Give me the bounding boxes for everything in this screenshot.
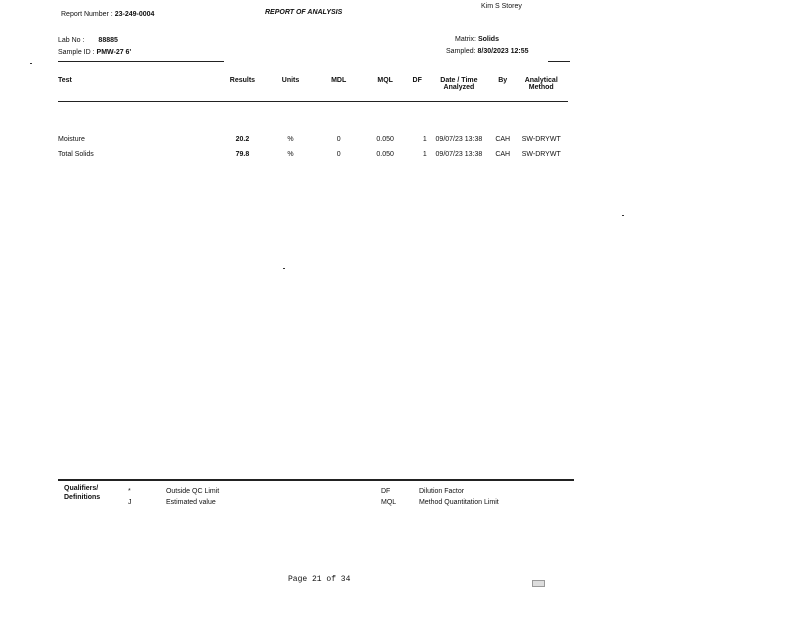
- footer-rule: [58, 479, 574, 481]
- table-header-row: [58, 77, 568, 101]
- scan-speck: [622, 215, 624, 216]
- report-title: REPORT OF ANALYSIS: [265, 9, 343, 16]
- col-datetime: Date / Time Analyzed: [440, 77, 478, 91]
- definition-item: * Outside QC Limit: [128, 488, 220, 495]
- scan-mark: [532, 580, 545, 587]
- matrix: Matrix: Solids: [455, 36, 499, 43]
- col-df: DF: [412, 77, 422, 84]
- header-rule-left: [58, 61, 224, 62]
- page-number: Page 21 of 34: [288, 575, 351, 584]
- report-number: Report Number : 23-249-0004: [61, 11, 155, 18]
- col-by: By: [498, 77, 508, 84]
- results-table: [58, 77, 568, 162]
- col-results: Results: [229, 77, 256, 84]
- col-mql: MQL: [377, 77, 393, 84]
- sampled-date: Sampled: 8/30/2023 12:55: [446, 48, 529, 55]
- sample-id: Sample ID : PMW-27 6': [58, 49, 132, 56]
- col-method: Analytical Method: [524, 77, 558, 91]
- scan-speck: [283, 268, 285, 269]
- client-name: Kim S Storey: [481, 3, 522, 10]
- table-row: Total Solids 79.8 % 0 0.050 1 09/07/23 13:38 CAH SW-DRYWT: [58, 150, 561, 158]
- abbreviation-definitions: [381, 486, 499, 508]
- qualifier-definitions: [128, 486, 219, 508]
- col-units: Units: [281, 77, 300, 84]
- qualifiers-heading: Qualifiers/ Definitions: [64, 485, 101, 501]
- col-mdl: MDL: [331, 77, 347, 84]
- col-test: Test: [58, 77, 72, 84]
- table-row: Moisture 20.2 % 0 0.050 1 09/07/23 13:38 CAH SW-DRYWT: [58, 135, 561, 143]
- lab-no: Lab No : 88885: [58, 37, 118, 44]
- definition-item: MQL Method Quantitation Limit: [381, 499, 499, 506]
- header-rule-right: [548, 61, 570, 62]
- definition-item: J Estimated value: [128, 499, 216, 506]
- scan-speck: [30, 63, 32, 64]
- definition-item: DF Dilution Factor: [381, 488, 465, 495]
